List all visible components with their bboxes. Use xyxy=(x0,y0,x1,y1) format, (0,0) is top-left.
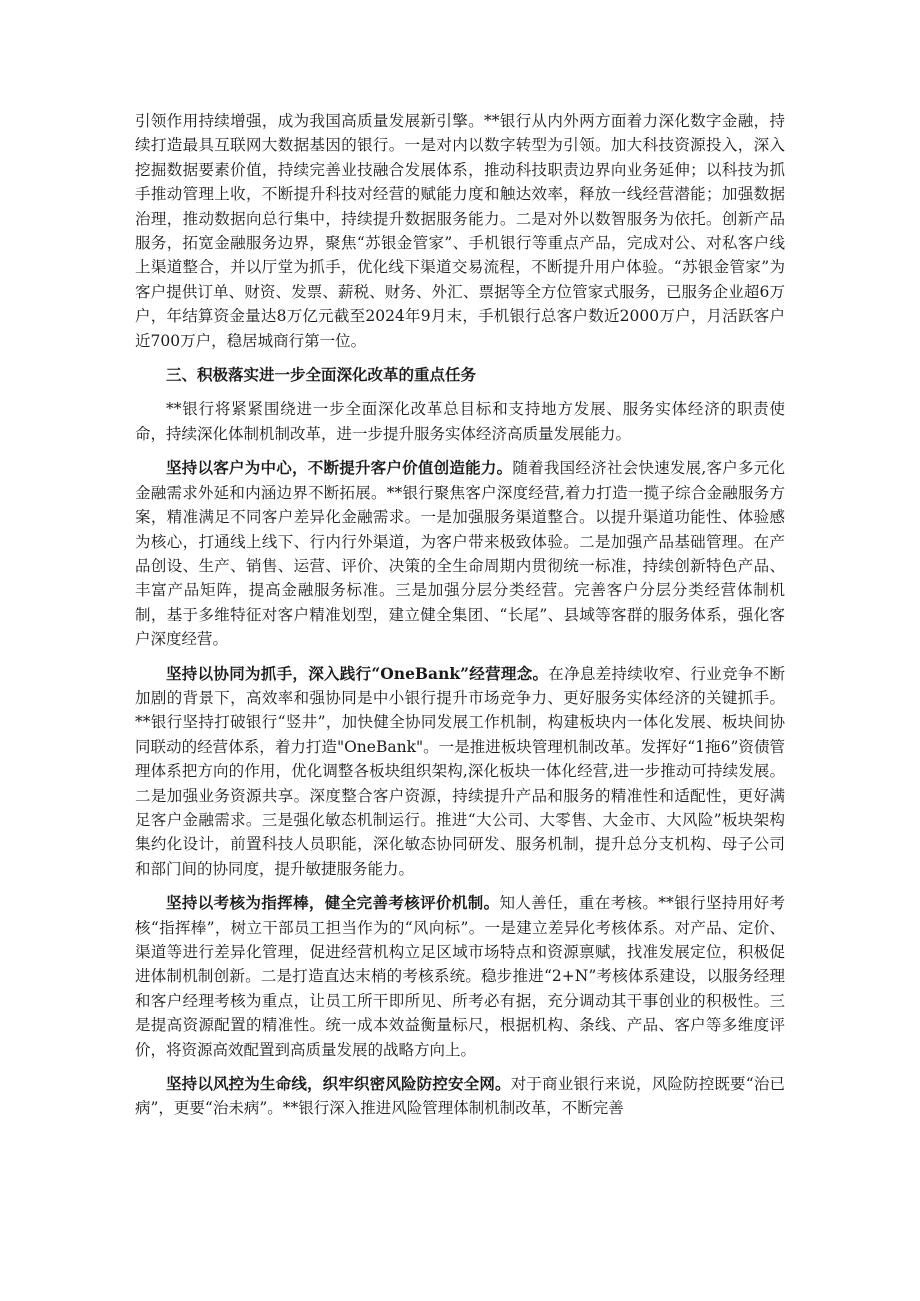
paragraph-lead: 坚持以风控为生命线，织牢织密风险防控安全网。 xyxy=(166,1074,511,1094)
paragraph-customer-centric xyxy=(135,456,785,651)
paragraph-section-intro xyxy=(135,397,785,446)
paragraph-risk-control xyxy=(135,1072,785,1121)
paragraph-text: 引领作用持续增强，成为我国高质量发展新引擎。**银行从内外两方面着力深化数字金融，持续打造最具互联网大数据基因的银行。一是对内以数字转型为引领。加大科技资源投入，深入挖掘数据要素价值，持续完善业技融合发展体系，推动科技职责边界向业务延伸；以科技为抓手推动管理上收，不断提升科技对经营的赋能力度和触达效率，释放一线经营潜能；加强数据治理，推动数据向总行集中，持续提升数据服务能力。二是对外以数智服务为依托。创新产品服务，拓宽金融服务边界，聚焦“苏银金管家”、手机银行等重点产品，完成对公、对私客户线上渠道整合，并以厅堂为抓手，优化线下渠道交易流程，不断提升用户体验。“苏银金管家”为客户提供订单、财资、发票、薪税、财务、外汇、票据等全方位管家式服务，已服务企业超6万户，年结算资金量达8万亿元截至2024年9月末，手机银行总客户数近2000万户，月活跃客户近700万户，稳居城商行第一位。 xyxy=(135,112,785,350)
paragraph-lead: 坚持以协同为抓手，深入践行“OneBank”经营理念。 xyxy=(166,663,549,683)
paragraph-assessment xyxy=(135,891,785,1062)
paragraph-onebank xyxy=(135,662,785,882)
document-page xyxy=(135,109,785,1131)
paragraph-lead: 坚持以考核为指挥棒，健全完善考核评价机制。 xyxy=(166,893,500,913)
paragraph-text: 知人善任，重在考核。**银行坚持用好考核“指挥棒”，树立干部员工担当作为的“风向标”。一是建立差异化考核体系。对产品、定价、渠道等进行差异化管理，促进经营机构立足区域市场特点和资源禀赋，找准发展定位，积极促进体制机制创新。二是打造直达末梢的考核系统。稳步推进“2+N”考核体系建设，以服务经理和客户经理考核为重点，让员工所干即所见、所考必有据，充分调动其干事创业的积极性。三是提高资源配置的精准性。统一成本效益衡量标尺，根据机构、条线、产品、客户等多维度评价，将资源高效配置到高质量发展的战略方向上。 xyxy=(135,894,785,1059)
paragraph-lead: 坚持以客户为中心，不断提升客户价值创造能力。 xyxy=(166,458,513,478)
paragraph-text: **银行将紧紧围绕进一步全面深化改革总目标和支持地方发展、服务实体经济的职责使命，持续深化体制机制改革，进一步提升服务实体经济高质量发展能力。 xyxy=(135,400,785,443)
paragraph-digital-finance xyxy=(135,109,785,353)
section-heading-3: 三、积极落实进一步全面深化改革的重点任务 xyxy=(166,365,477,385)
paragraph-text: 在净息差持续收窄、行业竞争不断加剧的背景下，高效率和强协同是中小银行提升市场竞争力、更好服务实体经济的关键抓手。**银行坚持打破银行“竖井”，加快健全协同发展工作机制，构建板块内一体化发展、板块间协同联动的经营体系，着力打造"OneBank"。一是推进板块管理机制改革。发挥好“1拖6”资债管理体系把方向的作用，优化调整各板块组织架构,深化板块一体化经营,进一步推动可持续发展。二是加强业务资源共享。深度整合客户资源，持续提升产品和服务的精准性和适配性，更好满足客户金融需求。三是强化敏态机制运行。推进“大公司、大零售、大金市、大风险”板块架构集约化设计，前置科技人员职能，深化敏态协同研发、服务机制，提升总分支机构、母子公司和部门间的协同度，提升敏捷服务能力。 xyxy=(135,664,785,878)
paragraph-text: 对于商业银行来说，风险防控既要“治已病”，更要“治未病”。**银行深入推进风险管理体制机制改革，不断完善 xyxy=(135,1075,785,1118)
paragraph-text: 随着我国经济社会快速发展,客户多元化金融需求外延和内涵边界不断拓展。**银行聚焦客户深度经营,着力打造一揽子综合金融服务方案，精准满足不同客户差异化金融需求。一是加强服务渠道整合。以提升渠道功能性、体验感为核心，打通线上线下、行内行外渠道，为客户带来极致体验。二是加强产品基础管理。在产品创设、生产、销售、运营、评价、决策的全生命周期内贯彻统一标准，持续创新特色产品、丰富产品矩阵，提高金融服务标准。三是加强分层分类经营。完善客户分层分类经营体制机制，基于多维特征对客户精准划型，建立健全集团、“长尾”、县域等客群的服务体系，强化客户深度经营。 xyxy=(135,459,785,649)
